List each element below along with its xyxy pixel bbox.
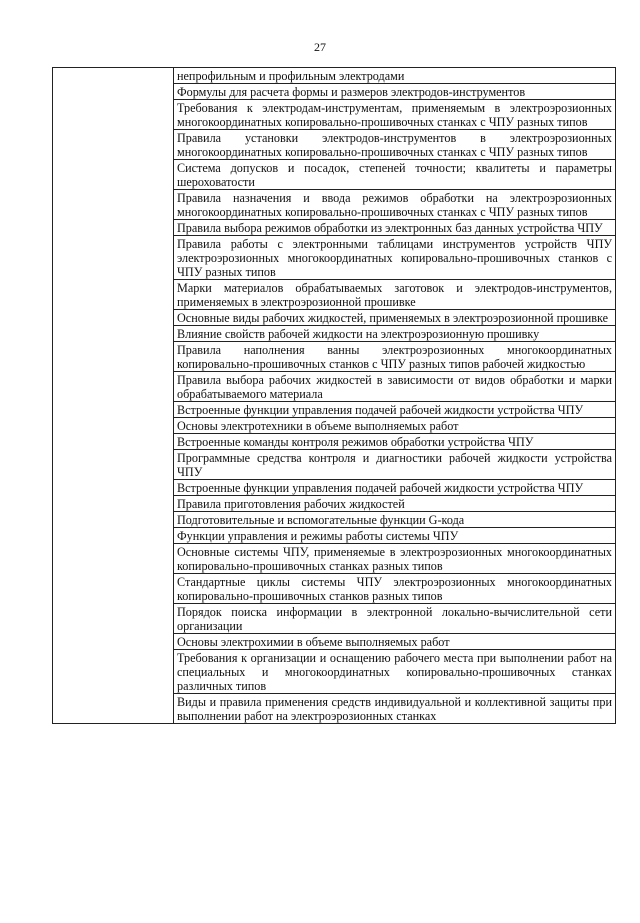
table-cell: непрофильным и профильным электродами (174, 68, 616, 84)
table-cell: Правила приготовления рабочих жидкостей (174, 496, 616, 512)
table-cell: Основные системы ЧПУ, применяемые в электроэрозионных многокоординатных копировально-прошивочных станках разных типов (174, 544, 616, 574)
table-cell: Правила установки электродов-инструментов в электроэрозионных многокоординатных копировально-прошивочных станках с ЧПУ разных типов (174, 130, 616, 160)
table-cell: Правила назначения и ввода режимов обработки на электроэрозионных многокоординатных копировально-прошивочных станках с ЧПУ разных типов (174, 190, 616, 220)
table-cell: Функции управления и режимы работы системы ЧПУ (174, 528, 616, 544)
table-cell: Виды и правила применения средств индивидуальной и коллективной защиты при выполнении работ на электроэрозионных станках (174, 694, 616, 724)
table-row (53, 68, 616, 84)
table-cell: Правила работы с электронными таблицами инструментов устройств ЧПУ электроэрозионных многокоординатных копировально-прошивочных станков с ЧПУ разных типов (174, 236, 616, 280)
table-cell: Встроенные команды контроля режимов обработки устройства ЧПУ (174, 434, 616, 450)
left-column-cell (53, 68, 174, 724)
table-cell: Марки материалов обрабатываемых заготовок и электродов-инструментов, применяемых в электроэрозионной прошивке (174, 280, 616, 310)
table-cell: Подготовительные и вспомогательные функции G-кода (174, 512, 616, 528)
knowledge-table-body (53, 68, 616, 724)
table-cell: Порядок поиска информации в электронной локально-вычислительной сети организации (174, 604, 616, 634)
knowledge-table (52, 67, 616, 724)
table-cell: Требования к организации и оснащению рабочего места при выполнении работ на специальных и многокоординатных копировально-прошивочных станках различных типов (174, 650, 616, 694)
table-cell: Основы электрохимии в объеме выполняемых работ (174, 634, 616, 650)
table-cell: Правила выбора рабочих жидкостей в зависимости от видов обработки и марки обрабатываемого материала (174, 372, 616, 402)
table-cell: Требования к электродам-инструментам, применяемым в электроэрозионных многокоординатных копировально-прошивочных станках с ЧПУ разных типов (174, 100, 616, 130)
table-cell: Формулы для расчета формы и размеров электродов-инструментов (174, 84, 616, 100)
table-cell: Влияние свойств рабочей жидкости на электроэрозионную прошивку (174, 326, 616, 342)
table-cell: Программные средства контроля и диагностики рабочей жидкости устройства ЧПУ (174, 450, 616, 480)
table-cell: Система допусков и посадок, степеней точности; квалитеты и параметры шероховатости (174, 160, 616, 190)
table-cell: Встроенные функции управления подачей рабочей жидкости устройства ЧПУ (174, 480, 616, 496)
table-cell: Основные виды рабочих жидкостей, применяемых в электроэрозионной прошивке (174, 310, 616, 326)
table-cell: Встроенные функции управления подачей рабочей жидкости устройства ЧПУ (174, 402, 616, 418)
page-number: 27 (314, 40, 326, 54)
table-cell: Стандартные циклы системы ЧПУ электроэрозионных многокоординатных копировально-прошивочных станков разных типов (174, 574, 616, 604)
table-cell: Правила наполнения ванны электроэрозионных многокоординатных копировально-прошивочных станков с ЧПУ разных типов рабочей жидкостью (174, 342, 616, 372)
table-cell: Основы электротехники в объеме выполняемых работ (174, 418, 616, 434)
table-cell: Правила выбора режимов обработки из электронных баз данных устройства ЧПУ (174, 220, 616, 236)
